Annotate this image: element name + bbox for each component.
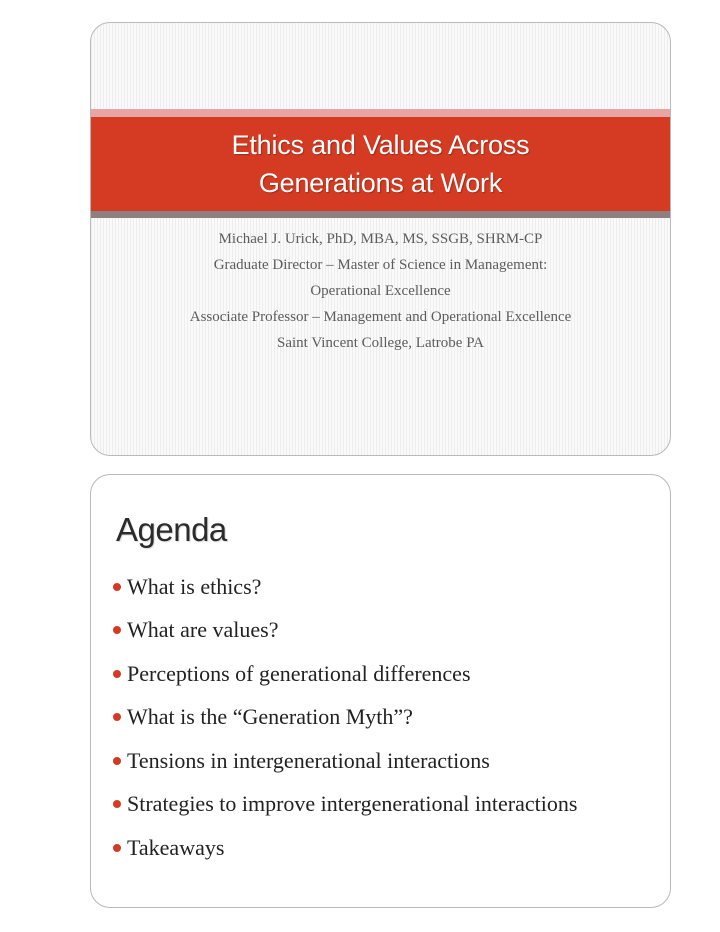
author-role-2: Associate Professor – Management and Operational Excellence [189,309,572,325]
agenda-item-text: What is the “Generation Myth”? [127,704,413,730]
agenda-item [113,609,577,653]
agenda-item [113,565,577,609]
agenda-title: Agenda [116,511,227,548]
agenda-item-text: Perceptions of generational differences [127,660,471,686]
title-slide [90,22,671,456]
bullet-icon [113,844,121,852]
agenda-item-text: Tensions in intergenerational interactions [127,747,490,773]
title-line-1: Ethics and Values Across [231,130,530,160]
author-role-1: Graduate Director – Master of Science in Management: [213,257,548,273]
agenda-item [113,826,577,870]
pink-accent-strip [91,109,670,117]
bullet-icon [113,670,121,678]
agenda-item [113,783,577,827]
author-role-1-cont: Operational Excellence [310,283,451,299]
gray-accent-strip [91,211,670,218]
agenda-item-text: Strategies to improve intergenerational interactions [127,791,578,817]
agenda-item-text: Takeaways [127,834,225,860]
author-institution: Saint Vincent College, Latrobe PA [277,335,484,351]
bullet-icon [113,800,121,808]
agenda-item-text: What is ethics? [127,573,262,599]
title-line-2: Generations at Work [258,168,503,198]
agenda-item [113,696,577,740]
agenda-item [113,739,577,783]
bullet-icon [113,626,121,634]
author-info [91,226,670,356]
author-name: Michael J. Urick, PhD, MBA, MS, SSGB, SHRM-CP [218,231,543,247]
agenda-slide [90,474,671,908]
agenda-list [113,565,577,870]
bullet-icon [113,757,121,765]
title-band [91,117,670,211]
agenda-item [113,652,577,696]
bullet-icon [113,713,121,721]
bullet-icon [113,583,121,591]
agenda-item-text: What are values? [127,617,279,643]
